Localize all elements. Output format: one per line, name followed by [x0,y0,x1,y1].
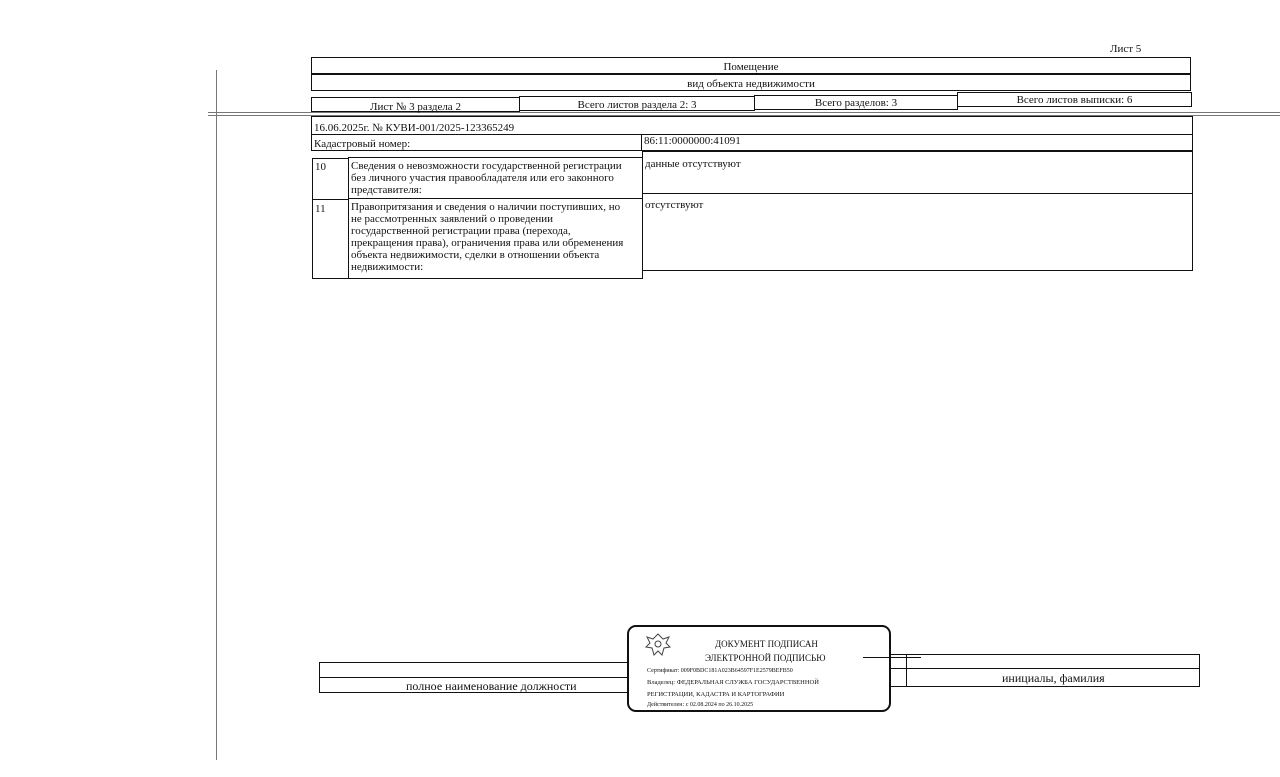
row-10-num: 10 [312,158,349,200]
stamp-owner-line1: Владелец: ФЕДЕРАЛЬНАЯ СЛУЖБА ГОСУДАРСТВЕННОЙ [647,679,819,686]
scan-line-upper [208,112,1280,113]
footer-left-divider [319,677,629,678]
total-extract-sheets-cell [957,92,1192,107]
page-left-edge [216,70,217,760]
emblem-icon [643,631,673,659]
footer-right-divider-v [906,654,907,687]
row-11-desc: Правопритязания и сведения о наличии поступивших, но не рассмотренных заявлений о проведении государственной регистрации права (перехода, прекращения права), ограничения права или обременения объекта недвижимости, сделки в отношении объекта недвижимости: [348,198,643,279]
total-section-sheets-cell [519,96,755,111]
initials-caption: инициалы, фамилия [1002,671,1105,685]
record-date-number: 16.06.2025г. № КУВИ-001/2025-123365249 [314,122,515,134]
object-type-cell [311,74,1191,91]
object-name: Помещение [723,61,779,73]
total-sections-cell [754,95,958,110]
total-extract-sheets: Всего листов выписки: 6 [1016,94,1133,106]
position-caption: полное наименование должности [406,679,577,693]
footer-right-divider-h [889,668,1200,669]
record-divider [311,134,1193,135]
object-name-cell [311,57,1191,74]
stamp-title-line2: ЭЛЕКТРОННОЙ ПОДПИСЬЮ [705,653,826,663]
signature-stamp [627,625,891,712]
stamp-validity: Действителен: с 02.08.2024 по 26.10.2025 [647,702,754,708]
sheet-of-section: Лист № 3 раздела 2 [370,101,461,113]
object-type-caption: вид объекта недвижимости [687,78,815,90]
cadastral-value: 86:11:0000000:41091 [644,135,741,147]
total-sections: Всего разделов: 3 [814,97,898,109]
stamp-certificate: Сертификат: 009F0BDC181A023B64597F1E2579BEFB50 [647,668,793,674]
sheet-of-section-cell [311,97,520,112]
row-11-num: 11 [312,199,349,279]
stamp-owner-line2: РЕГИСТРАЦИИ, КАДАСТРА И КАРТОГРАФИИ [647,691,785,698]
total-section-sheets: Всего листов раздела 2: 3 [577,99,697,111]
sheet-label: Лист 5 [1110,43,1142,55]
stamp-title-line1: ДОКУМЕНТ ПОДПИСАН [715,639,818,649]
cadastral-divider [641,134,642,150]
cadastral-label: Кадастровый номер: [314,138,411,150]
row-10-desc: Сведения о невозможности государственной регистрации без личного участия правообладателя или его законного представителя: [348,157,643,199]
row-11-value: отсутствуют [642,193,1193,271]
row-10-value: данные отсутствуют [642,151,1193,194]
stamp-divider [863,657,921,658]
